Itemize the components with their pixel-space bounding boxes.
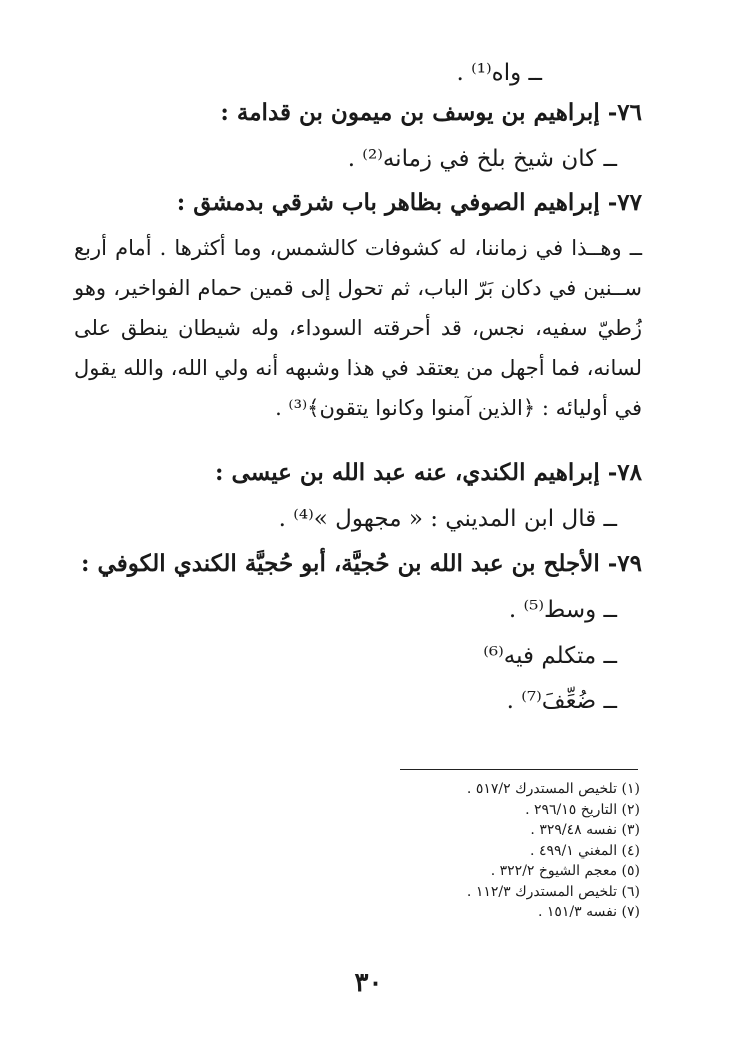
entry-heading-77: ٧٧- إبراهيم الصوفي بظاهر باب شرقي بدمشق : bbox=[176, 189, 642, 216]
footnote-5: (٥) معجم الشيوخ ٣٢٢/٢ . bbox=[490, 863, 640, 879]
entry-heading-78: ٧٨- إبراهيم الكندي، عنه عبد الله بن عيسى : bbox=[215, 459, 642, 486]
footnote-separator bbox=[400, 769, 638, 770]
entry-line: ــ كان شيخ بلخ في زمانه⁽²⁾ . bbox=[347, 146, 617, 172]
entry-heading-76: ٧٦- إبراهيم بن يوسف بن ميمون بن قدامة : bbox=[220, 99, 642, 126]
entry-heading-79: ٧٩- الأجلح بن عبد الله بن حُجيَّة، أبو حُجيَّة الكندي الكوفي : bbox=[81, 550, 642, 577]
page-number: ٣٠ bbox=[354, 968, 383, 998]
entry-line: ــ متكلم فيه⁽⁶⁾ bbox=[483, 643, 617, 669]
footnote-6: (٦) تلخيص المستدرك ١١٢/٣ . bbox=[466, 883, 640, 900]
entry-line: ــ وسط⁽⁵⁾ . bbox=[508, 597, 617, 623]
footnote-3: (٣) نفسه ٣٢٩/٤٨ . bbox=[530, 822, 640, 838]
entry-paragraph-77: ــ وهــذا في زماننا، له كشوفات كالشمس، وما أكثرها . أمام أربع ســنين في دكان بَرّ الباب، ثم تحول إلى قمين حمام الفواخير، وهو زُطيّ سفيه، نجس، قد أحرقته السوداء، وله شيطان ينطق على لسانه، فما أجهل من يعتقد في هذا وشبهه أنه ولي الله، والله يقول في أوليائه : ﴿الذين آمنوا وكانوا يتقون﴾⁽³⁾ . bbox=[74, 236, 642, 420]
footnotes bbox=[467, 779, 640, 923]
entry-line: ــ قال ابن المديني : « مجهول »⁽⁴⁾ . bbox=[278, 506, 617, 532]
entry-line: ــ ضُعِّفَ⁽⁷⁾ . bbox=[506, 688, 617, 714]
footnote-7: (٧) نفسه ١٥١/٣ . bbox=[537, 904, 640, 920]
footnote-4: (٤) المغني ٤٩٩/١ . bbox=[530, 842, 640, 859]
entry-line: ــ واه⁽¹⁾ . bbox=[456, 60, 542, 86]
footnote-1: (١) تلخيص المستدرك ٥١٧/٢ . bbox=[466, 781, 640, 797]
footnote-2: (٢) التاريخ ٢٩٦/١٥ . bbox=[525, 801, 640, 818]
